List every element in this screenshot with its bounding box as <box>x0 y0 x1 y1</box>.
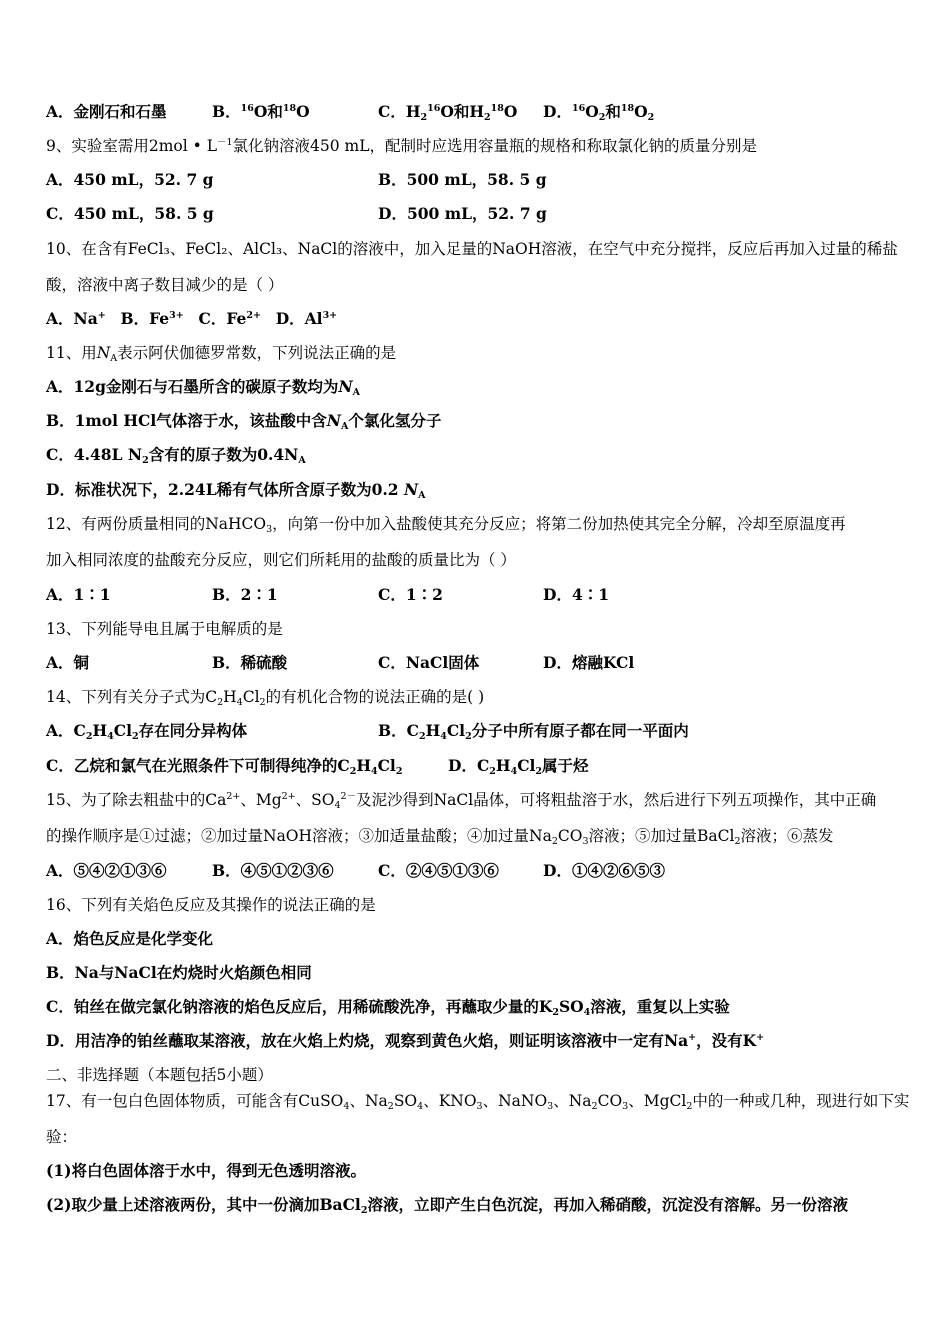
q10-option-d: D．$Al^{3+}$ <box>275 309 338 328</box>
q11-stem: 11、用$N_A$表示阿伏伽德罗常数，下列说法正确的是 <box>46 344 397 364</box>
q12-stem-line1: 12、有两份质量相同的NaHCO$_3$，向第一份中加入盐酸使其充分反应；将第二份加热使其完全分解，冷却至原温度再 <box>46 515 846 535</box>
q9-stem: 9、实验室需用2mol • $L^{-1}$氯化钠溶液450 mL，配制时应选用容量瓶的规格和称取氯化钠的质量分别是 <box>46 137 758 155</box>
q13-stem: 13、下列能导电且属于电解质的是 <box>46 620 283 638</box>
q15-option-d: D．①④②⑥⑤③ <box>543 861 665 880</box>
q8-option-d: D．$^{16}O_2$和$^{18}O_2$ <box>543 102 655 123</box>
q16-option-c: C．铂丝在做完氯化钠溶液的焰色反应后，用稀硫酸洗净，再蘸取少量的$K_2SO_4$溶液，重复以上实验 <box>46 997 730 1018</box>
q9-option-b: B．500 mL，58. 5 g <box>378 170 547 189</box>
q10-option-c: C．$Fe^{2+}$ <box>198 309 261 328</box>
q9-option-d: D．500 mL，52. 7 g <box>378 204 547 223</box>
q14-option-b: B．$C_2H_4Cl_2$分子中所有原子都在同一平面内 <box>378 721 689 742</box>
q14-option-d: D．$C_2H_4Cl_2$属于烃 <box>448 756 589 777</box>
q10-option-a: A．Na+ <box>46 309 106 328</box>
q13-option-b: B．稀硫酸 <box>212 653 288 672</box>
q16-option-a: A．焰色反应是化学变化 <box>46 929 214 948</box>
q12-option-d: D．4∶1 <box>543 585 610 604</box>
q15-option-b: B．④⑤①②③⑥ <box>212 861 334 880</box>
q10-options <box>46 309 337 329</box>
q17-step-2: (2)取少量上述溶液两份，其中一份滴加BaCl$_2$溶液，立即产生白色沉淀，再加入稀硝酸，沉淀没有溶解。另一份溶液 <box>46 1195 848 1216</box>
q8-option-a: A．金刚石和石墨 <box>46 102 167 121</box>
q10-stem-line2: 酸，溶液中离子数目减少的是（ ） <box>46 276 284 294</box>
q11-option-b: B．1mol HCl气体溶于水，该盐酸中含$N_A$个氯化氢分子 <box>46 411 442 432</box>
q16-option-d: D．用洁净的铂丝蘸取某溶液，放在火焰上灼烧，观察到黄色火焰，则证明该溶液中一定有Na+，没有K+ <box>46 1031 765 1050</box>
q11-option-d: D．标准状况下，2.24L稀有气体所含原子数为0.2 $N_A$ <box>46 480 426 501</box>
q13-option-d: D．熔融KCl <box>543 653 635 672</box>
q16-option-b: B．Na与NaCl在灼烧时火焰颜色相同 <box>46 963 312 982</box>
q9-option-a: A．450 mL，52. 7 g <box>46 170 214 189</box>
q14-stem: 14、下列有关分子式为$C_2H_4Cl_2$的有机化合物的说法正确的是( ) <box>46 688 485 708</box>
q15-option-c: C．②④⑤①③⑥ <box>378 861 499 880</box>
q14-option-c: C．乙烷和氯气在光照条件下可制得纯净的$C_2H_4Cl_2$ <box>46 756 403 777</box>
q15-stem-line2: 的操作顺序是①过滤；②加过量NaOH溶液；③加适量盐酸；④加过量$Na_2CO_3$溶液；⑤加过量BaCl$_2$溶液；⑥蒸发 <box>46 827 834 847</box>
q8-option-b: B．$^{16}$O和$^{18}$O <box>212 102 310 121</box>
q16-stem: 16、下列有关焰色反应及其操作的说法正确的是 <box>46 896 376 914</box>
q15-option-a: A．⑤④②①③⑥ <box>46 861 167 880</box>
q11-option-c: C．4.48L $N_2$含有的原子数为$0.4N_A$ <box>46 445 306 466</box>
q10-stem-line1: 10、在含有FeCl₃、FeCl₂、AlCl₃、NaCl的溶液中，加入足量的NaOH溶液，在空气中充分搅拌，反应后再加入过量的稀盐 <box>46 240 898 258</box>
q12-option-b: B．2∶1 <box>212 585 278 604</box>
q11-option-a: A．12g金刚石与石墨所含的碳原子数均为$N_A$ <box>46 377 360 398</box>
q9-option-c: C．450 mL，58. 5 g <box>46 204 214 223</box>
q8-option-c: C．$H_2^{16}O$和$H_2^{18}O$ <box>378 102 518 123</box>
q12-option-c: C．1∶2 <box>378 585 443 604</box>
q17-stem-line1: 17、有一包白色固体物质，可能含有CuSO$_4$、$Na_2SO_4$、$KNO_3$、NaNO$_3$、$Na_2CO_3$、MgCl$_2$中的一种或几种，现进行如下实 <box>46 1092 910 1112</box>
q15-stem-line1: 15、为了除去粗盐中的$Ca^{2+}$、$Mg^{2+}$、$SO_4^{2-}$及泥沙得到NaCl晶体，可将粗盐溶于水，然后进行下列五项操作，其中正确 <box>46 791 877 811</box>
q17-step-1: (1)将白色固体溶于水中，得到无色透明溶液。 <box>46 1161 366 1180</box>
q10-option-b: B．$Fe^{3+}$ <box>120 309 184 328</box>
q17-stem-line2: 验： <box>46 1128 78 1146</box>
q13-option-a: A．铜 <box>46 653 90 672</box>
section-heading: 二、非选择题（本题包括5小题） <box>46 1066 273 1084</box>
q14-option-a: A．$C_2H_4Cl_2$存在同分异构体 <box>46 721 248 742</box>
q12-stem-line2: 加入相同浓度的盐酸充分反应，则它们所耗用的盐酸的质量比为（ ） <box>46 551 516 569</box>
q13-option-c: C．NaCl固体 <box>378 653 480 672</box>
q12-option-a: A．1∶1 <box>46 585 111 604</box>
